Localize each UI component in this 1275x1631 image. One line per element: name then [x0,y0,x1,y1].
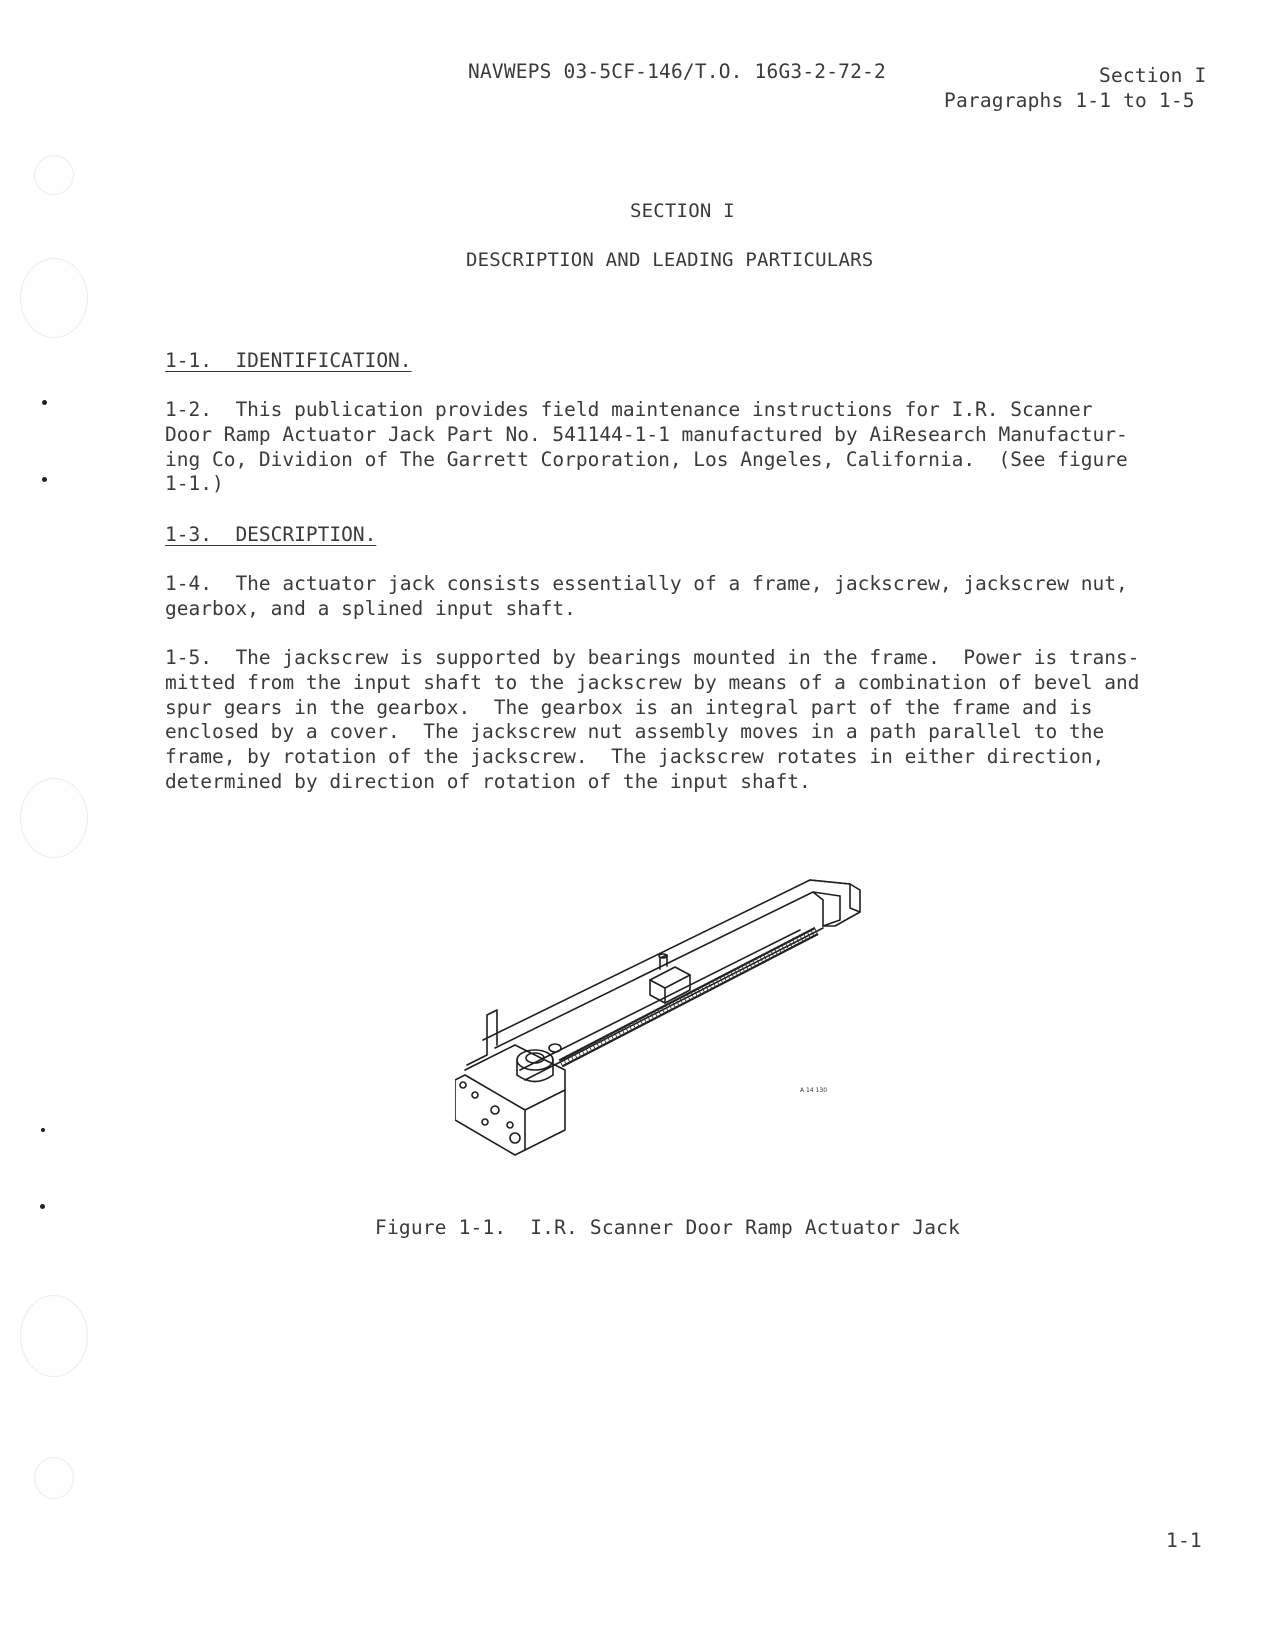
margin-dot-2 [42,477,47,482]
punch-hole-4 [20,1295,88,1377]
figure-caption: Figure 1-1. I.R. Scanner Door Ramp Actuator Jack [375,1216,961,1239]
paragraph-line: spur gears in the gearbox. The gearbox is an integral part of the frame and is [165,695,1093,719]
paragraph-line: determined by direction of rotation of the input shaft. [165,769,811,793]
paragraph-line: 1-1.) [165,472,224,496]
header-section: Section I [1099,64,1207,87]
paragraph-1-4 [165,572,1128,622]
paragraph-line: ing Co, Dividion of The Garrett Corporation, Los Angeles, California. (See figure [165,447,1128,471]
punch-hole-2 [20,258,88,338]
paragraph-1-5 [165,646,1139,795]
margin-dot-1 [42,400,47,405]
page-number: 1-1 [1166,1529,1202,1552]
paragraph-line: 1-5. The jackscrew is supported by bearings mounted in the frame. Power is trans- [165,646,1140,669]
description-heading: 1-3. DESCRIPTION. [165,523,377,546]
paragraph-line: enclosed by a cover. The jackscrew nut assembly moves in a path parallel to the [165,720,1105,744]
header-paragraphs: Paragraphs 1-1 to 1-5 [944,89,1195,112]
actuator-jack-illustration [455,870,915,1160]
paragraph-line: mitted from the input shaft to the jackscrew by means of a combination of bevel and [165,670,1140,694]
margin-dot-3 [41,1128,45,1132]
identification-heading: 1-1. IDENTIFICATION. [165,349,412,372]
paragraph-line: 1-2. This publication provides field maintenance instructions for I.R. Scanner [165,398,1093,421]
section-title: SECTION I [630,200,735,222]
document-number: NAVWEPS 03-5CF-146/T.O. 16G3-2-72-2 [468,60,886,83]
section-subtitle: DESCRIPTION AND LEADING PARTICULARS [466,249,874,271]
punch-hole-3 [20,778,88,858]
paragraph-line: Door Ramp Actuator Jack Part No. 541144-1-1 manufactured by AiResearch Manufactur- [165,422,1128,446]
paragraph-1-2 [165,398,1128,497]
punch-hole-5 [34,1457,74,1499]
margin-dot-4 [40,1204,45,1209]
paragraph-line: 1-4. The actuator jack consists essentially of a frame, jackscrew, jackscrew nut, [165,572,1128,595]
paragraph-line: gearbox, and a splined input shaft. [165,596,576,620]
figure-tag: A 14 130 [800,1087,828,1094]
paragraph-line: frame, by rotation of the jackscrew. The jackscrew rotates in either direction, [165,745,1105,769]
punch-hole-1 [34,155,74,195]
